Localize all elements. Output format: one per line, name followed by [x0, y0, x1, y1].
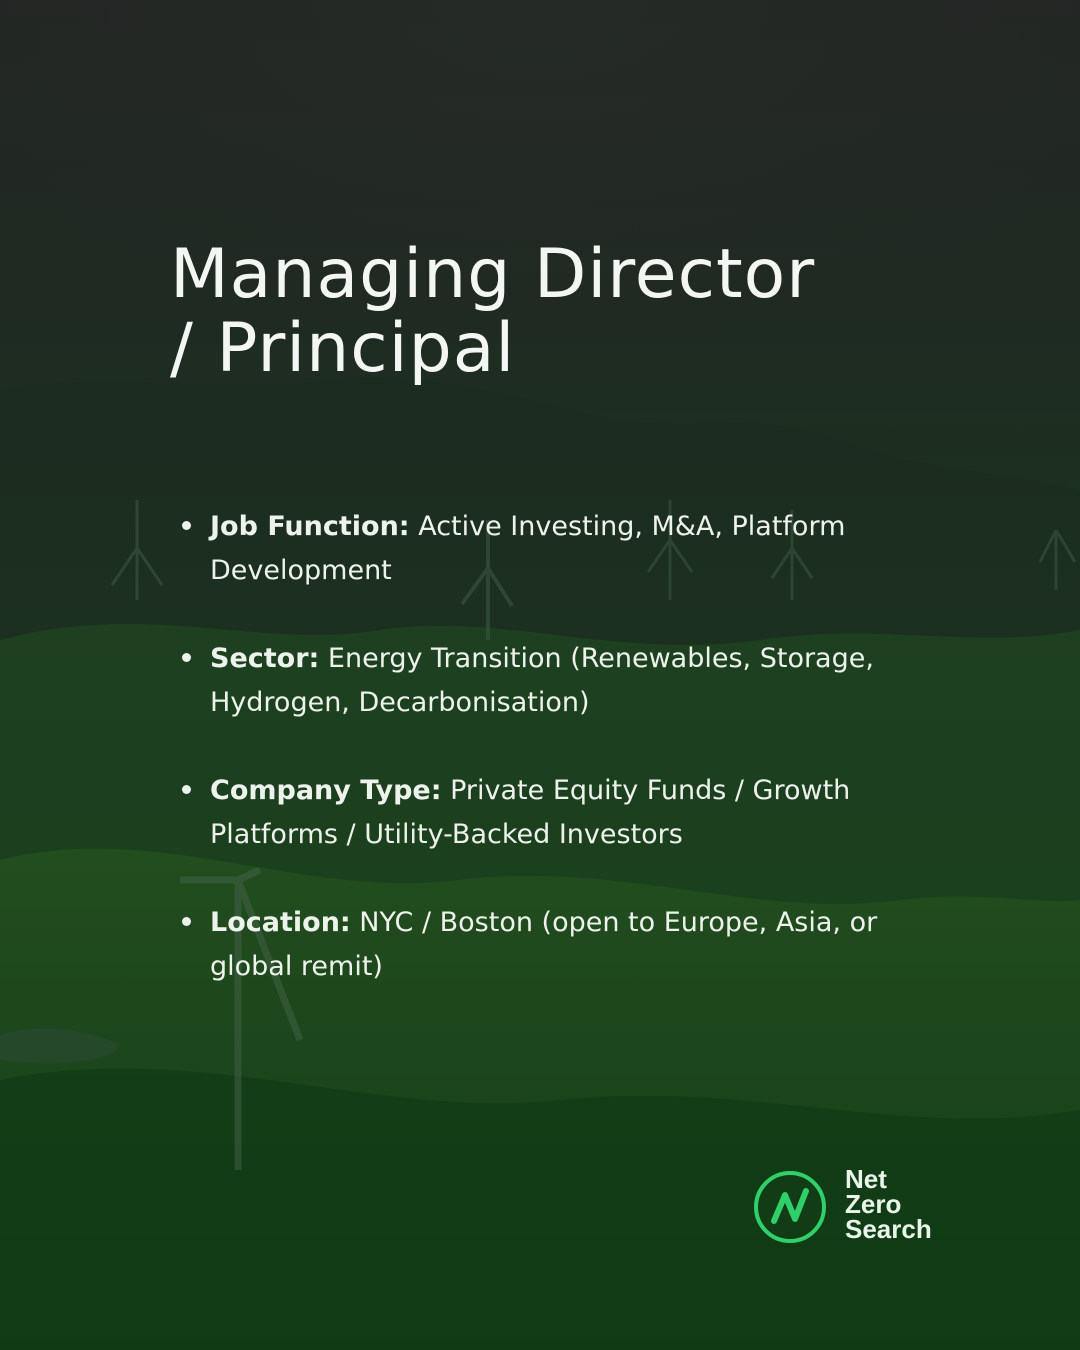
location-item	[180, 901, 940, 989]
detail-label: Location:	[210, 907, 351, 938]
job-title-line-2: / Principal	[170, 309, 516, 388]
job-title-line-1: Managing Director	[170, 235, 816, 314]
net-zero-n-icon	[752, 1169, 828, 1245]
job-title	[170, 235, 990, 388]
detail-value: Active Investing, M&A, Platform Development	[210, 511, 846, 586]
job-function-item	[180, 505, 940, 593]
bullet-icon	[182, 917, 191, 926]
brand-name-line-3: Search	[845, 1214, 932, 1244]
bullet-icon	[182, 653, 191, 662]
job-details-list	[180, 505, 940, 1033]
detail-value: Energy Transition (Renewables, Storage, Hydrogen, Decarbonisation)	[210, 643, 874, 718]
company-type-item	[180, 769, 940, 857]
sector-item	[180, 637, 940, 725]
brand-name	[845, 1164, 932, 1244]
detail-label: Job Function:	[210, 511, 410, 542]
bullet-icon	[182, 785, 191, 794]
brand-name-line-1: Net	[845, 1164, 887, 1194]
bullet-icon	[182, 521, 191, 530]
brand-name-line-2: Zero	[845, 1189, 902, 1219]
net-zero-search-logo	[752, 1165, 972, 1249]
detail-value: NYC / Boston (open to Europe, Asia, or global remit)	[210, 907, 878, 982]
detail-label: Company Type:	[210, 775, 442, 806]
detail-label: Sector:	[210, 643, 320, 674]
detail-value: Private Equity Funds / Growth Platforms / Utility-Backed Investors	[210, 775, 851, 850]
